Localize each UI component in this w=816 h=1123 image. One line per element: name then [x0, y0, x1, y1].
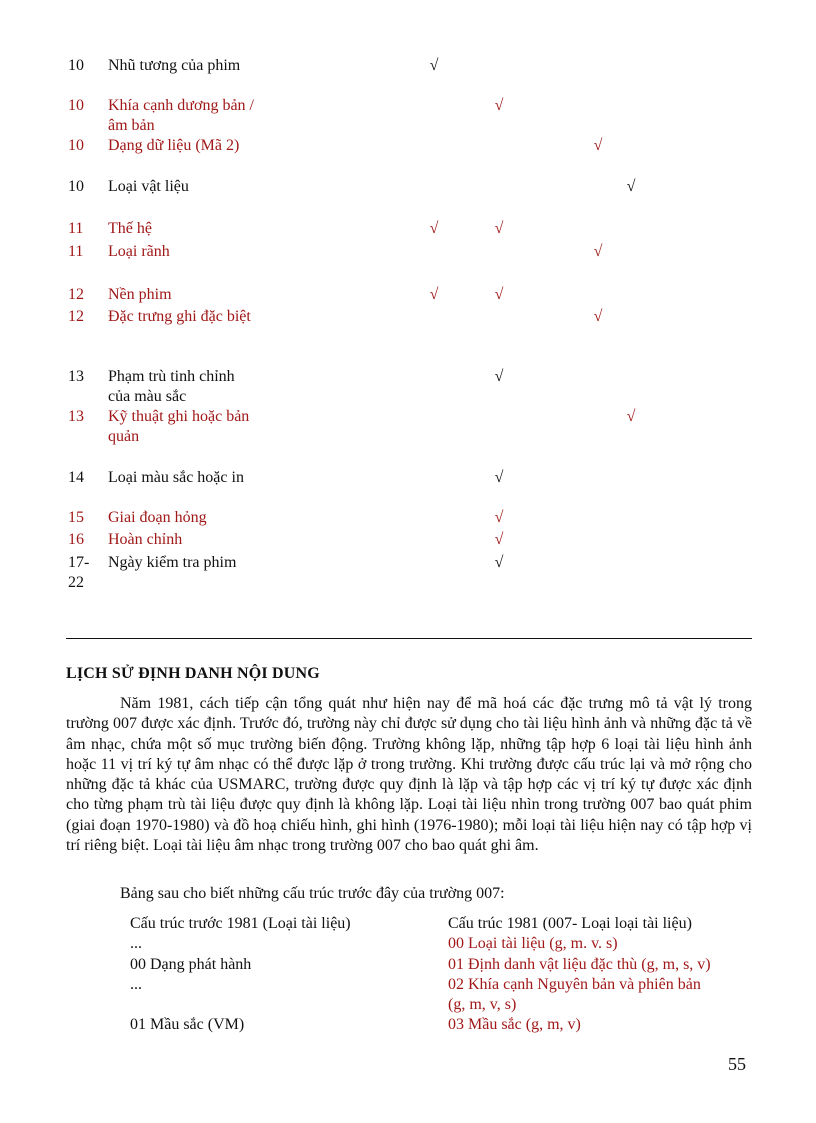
row-number: 10	[68, 137, 84, 154]
row-number: 10	[68, 57, 84, 74]
row-number: 12	[68, 308, 84, 325]
check-mark: √	[494, 286, 504, 303]
row-label: Loại màu sắc hoặc in	[108, 469, 244, 486]
column-line	[130, 995, 351, 1015]
row-label: Nhũ tương của phim	[108, 57, 241, 74]
row-label: Ngày kiểm tra phim	[108, 554, 237, 571]
column-header: Cấu trúc trước 1981 (Loại tài liệu)	[130, 915, 351, 932]
left-structure-column	[130, 914, 351, 1036]
row-label: Khía cạnh dương bản / âm bản	[108, 97, 254, 134]
section-divider	[66, 638, 752, 639]
column-line: (g, m, v, s)	[448, 996, 517, 1013]
column-line: ...	[130, 935, 142, 953]
page-number: 55	[728, 1054, 746, 1074]
row-number: 14	[68, 469, 84, 486]
check-mark: √	[494, 368, 504, 385]
check-mark: √	[494, 469, 504, 486]
check-mark: √	[593, 308, 603, 325]
row-number: 12	[68, 286, 84, 303]
check-mark: √	[593, 243, 603, 260]
check-mark: √	[494, 220, 504, 237]
column-line: 03 Mầu sắc (g, m, v)	[448, 1016, 581, 1034]
check-mark: √	[429, 220, 439, 237]
table-intro: Bảng sau cho biết những cấu trúc trước đây của trường 007:	[120, 885, 505, 902]
column-line: 00 Dạng phát hành	[130, 955, 252, 973]
check-mark: √	[626, 178, 636, 195]
section-heading: LỊCH SỬ ĐỊNH DANH NỘI DUNG	[66, 665, 320, 682]
check-mark: √	[494, 554, 504, 571]
row-number: 17-22	[68, 554, 90, 591]
check-mark: √	[494, 531, 504, 548]
row-label: Loại vật liệu	[108, 178, 189, 195]
check-mark: √	[494, 509, 504, 526]
row-label: Giai đoạn hỏng	[108, 509, 207, 526]
row-label: Phạm trù tinh chỉnh của màu sắc	[108, 368, 235, 405]
check-mark: √	[593, 137, 603, 154]
body-paragraph: Năm 1981, cách tiếp cận tổng quát như hiện nay để mã hoá các đặc trưng mô tả vật lý trong trường 007 được xác định. Trước đó, trường này chỉ được sử dụng cho tài liệu hình ảnh và những đặc tả về âm nhạc, chứa một số mục trường biến động. Trường không lặp, những tập hợp 6 loại tài liệu hình ảnh hoặc 11 vị trí ký tự âm nhạc có thể được lặp ở trong trường. Khi trường được cấu trúc lại và mở rộng cho những đặc tả khác của USMARC, trường được quy định là lặp và tập hợp các vị trí ký tự được xác định cho từng phạm trù tài liệu được quy định là không lặp. Loại tài liệu nhìn trong trường 007 bao quát phim (giai đoạn 1970-1980) và đồ hoạ chiếu hình, ghi hình (1976-1980); mỗi loại tài liệu hiện nay có tập hợp vị trí riêng biệt. Loại tài liệu âm nhạc trong trường 007 cho bao quát ghi âm.	[66, 695, 752, 854]
row-label: Đặc trưng ghi đặc biệt	[108, 308, 251, 325]
row-label: Dạng dữ liệu (Mã 2)	[108, 137, 240, 154]
row-label: Loại rãnh	[108, 243, 170, 260]
check-mark: √	[626, 408, 636, 425]
row-number: 13	[68, 368, 84, 385]
column-line: 01 Mầu sắc (VM)	[130, 1016, 245, 1034]
row-number: 11	[68, 220, 84, 237]
right-structure-column	[448, 914, 711, 1036]
row-number: 15	[68, 509, 84, 526]
row-label: Nền phim	[108, 286, 172, 303]
row-number: 10	[68, 178, 84, 195]
check-mark: √	[429, 286, 439, 303]
column-line: 01 Định danh vật liệu đặc thù (g, m, s, v)	[448, 955, 711, 973]
column-line: 00 Loại tài liệu (g, m. v. s)	[448, 935, 618, 953]
row-label: Hoàn chỉnh	[108, 531, 183, 548]
column-header: Cấu trúc 1981 (007- Loại loại tài liệu)	[448, 915, 692, 932]
row-label: Thế hệ	[108, 220, 152, 237]
row-number: 16	[68, 531, 84, 548]
column-line: ...	[130, 975, 142, 993]
check-mark: √	[429, 57, 439, 74]
row-label: Kỹ thuật ghi hoặc bản quản	[108, 408, 250, 445]
row-number: 11	[68, 243, 84, 260]
row-number: 10	[68, 97, 84, 114]
check-mark: √	[494, 97, 504, 114]
row-number: 13	[68, 408, 84, 425]
column-line: 02 Khía cạnh Nguyên bản và phiên bản	[448, 975, 701, 993]
